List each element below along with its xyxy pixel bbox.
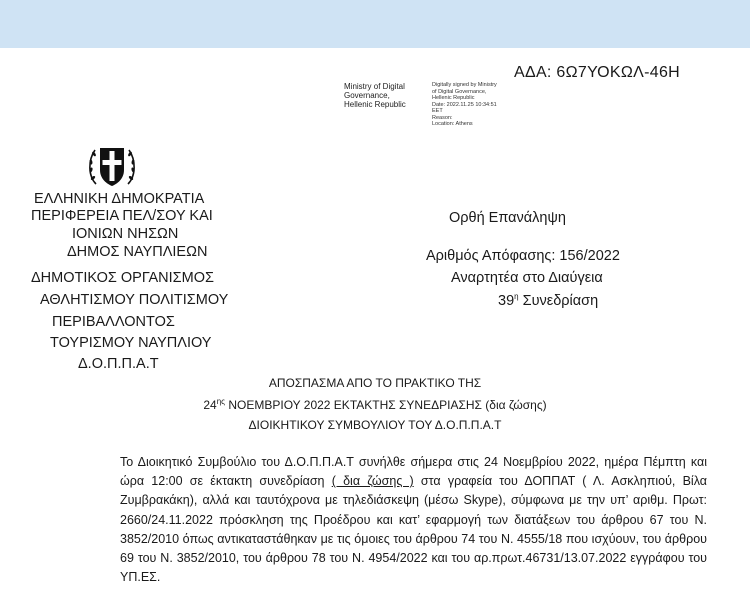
diavgeia-note: Αναρτητέα στο Διαύγεια — [451, 270, 603, 286]
signature-detail-line: Location: Athens — [432, 121, 473, 127]
body-underlined-text: ( δια ζώσης ) — [331, 474, 414, 489]
body-text-part: Το Διοικητικό Συμβούλιο του Δ.Ο.Π.Π.Α.Τ συνήλθε σήμερα στις 24 Νοεμβρίου 2022, ημέρα Πέμπτη και ώρα 12:00 σε έκτακτη συνεδρίαση — [120, 455, 707, 489]
authority-line: ΔΗΜΟΤΙΚΟΣ ΟΡΓΑΝΙΣΜΟΣ — [31, 270, 214, 286]
excerpt-board: ΔΙΟΙΚΗΤΙΚΟΥ ΣΥΜΒΟΥΛΙΟΥ ΤΟΥ Δ.Ο.Π.Π.Α.Τ — [248, 418, 502, 432]
authority-line: ΠΕΡΙΒΑΛΛΟΝΤΟΣ — [52, 314, 175, 330]
session-ordinal: η — [514, 292, 519, 301]
signature-details — [432, 82, 497, 128]
correction-label: Ορθή Επανάληψη — [449, 210, 566, 226]
signer-line: Governance, — [344, 91, 390, 100]
excerpt-day: 24 — [203, 398, 217, 412]
signature-detail-line: Digitally signed by Ministry — [432, 82, 497, 88]
authority-line: ΤΟΥΡΙΣΜΟΥ ΝΑΥΠΛΙΟΥ — [50, 335, 212, 351]
ada-code: ΑΔΑ: 6Ω7ΥΟΚΩΛ-46Η — [514, 64, 680, 81]
greek-coat-of-arms-icon — [85, 140, 139, 192]
signature-signer — [344, 82, 406, 109]
excerpt-session: ΝΟΕΜΒΡΙΟΥ 2022 ΕΚΤΑΚΤΗΣ ΣΥΝΕΔΡΙΑΣΗΣ (δια ζώσης) — [225, 398, 547, 412]
viewer-top-bar — [0, 0, 750, 48]
signature-detail-line: Reason: — [432, 114, 453, 121]
session-number — [498, 292, 598, 309]
authority-line: ΔΗΜΟΣ ΝΑΥΠΛΙΕΩΝ — [67, 244, 208, 260]
session-number-value: 39 — [498, 292, 515, 309]
signature-detail-line: of Digital Governance, — [432, 88, 487, 95]
session-label: Συνεδρίαση — [518, 292, 599, 309]
excerpt-title: ΑΠΟΣΠΑΣΜΑ ΑΠΟ ΤΟ ΠΡΑΚΤΙΚΟ ΤΗΣ — [268, 376, 482, 390]
excerpt-day-ordinal: ης — [216, 397, 226, 406]
signature-detail-line: Hellenic Republic — [432, 95, 475, 101]
signature-detail-line: Date: 2022.11.25 10:34:51 — [432, 101, 497, 108]
authority-line: ΕΛΛΗΝΙΚΗ ΔΗΜΟΚΡΑΤΙΑ — [34, 191, 205, 207]
body-paragraph — [120, 453, 707, 587]
signer-line: Ministry of Digital — [344, 82, 405, 91]
excerpt-date-line — [0, 397, 750, 412]
decision-number: Αριθμός Απόφασης: 156/2022 — [426, 248, 620, 264]
body-text-part: στα γραφεία του ΔΟΠΠΑΤ ( Λ. Ασκληπιού, Βίλα Ζυμβρακάκη), αλλά και ταυτόχρονα με τηλεδιάσκεψη (μέσω Skype), σύμφωνα με την υπ’ αριθμ. Πρωτ: 2660/24.11.2022 πρόσκληση της Προέδρου και κατ’ εφαρμογή των διατάξεων του άρθρου 67 του Ν. 3852/2010 όπως αντικαταστάθηκαν με τις όμοιες του άρθρου 74 του Ν. 4555/18 που ισχύουν, του άρθρου 69 του Ν. 3852/2010, του άρθρου 78 του Ν. 4954/2022 και του αρ.πρωτ.46731/13.07.2022 εγγράφου του ΥΠ.ΕΣ. — [120, 474, 707, 585]
authority-line: ΑΘΛΗΤΙΣΜΟΥ ΠΟΛΙΤΙΣΜΟΥ — [40, 292, 229, 308]
signature-detail-line: EET — [432, 108, 443, 114]
authority-line: ΠΕΡΙΦΕΡΕΙΑ ΠΕΛ/ΣΟΥ ΚΑΙ — [31, 208, 213, 224]
authority-line: Δ.Ο.Π.Π.Α.Τ — [78, 356, 159, 372]
signer-line: Hellenic Republic — [344, 100, 406, 109]
authority-line: ΙΟΝΙΩΝ ΝΗΣΩΝ — [72, 226, 179, 242]
